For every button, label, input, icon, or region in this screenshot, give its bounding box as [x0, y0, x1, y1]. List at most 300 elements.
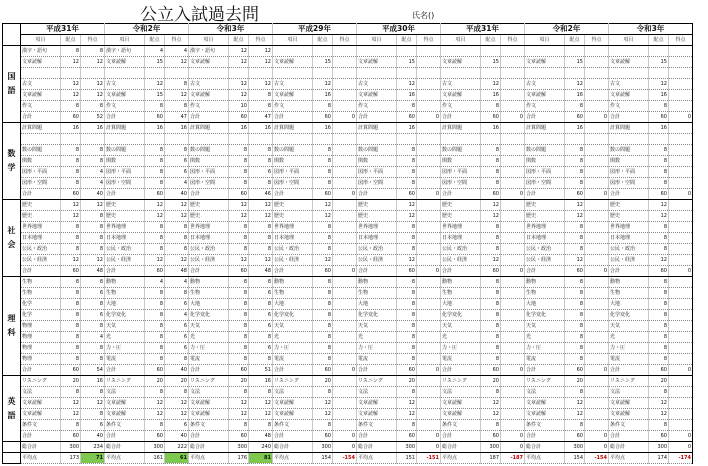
score-cell[interactable] — [501, 134, 525, 145]
item-cell[interactable]: 合計 — [273, 266, 313, 277]
item-cell[interactable]: 合計 — [609, 112, 649, 123]
points-cell[interactable]: 60 — [649, 365, 669, 376]
column-header-item[interactable]: 項目 — [273, 35, 313, 46]
item-cell[interactable]: 条件文 — [105, 420, 145, 431]
score-cell[interactable]: 8 — [249, 354, 273, 365]
item-cell[interactable]: 作文 — [441, 101, 481, 112]
score-cell[interactable] — [501, 310, 525, 321]
points-cell[interactable]: 60 — [145, 365, 165, 376]
points-cell[interactable]: 8 — [649, 101, 669, 112]
points-cell[interactable]: 60 — [481, 112, 501, 123]
score-cell[interactable] — [585, 376, 609, 387]
points-cell[interactable] — [313, 46, 333, 57]
points-cell[interactable]: 8 — [481, 277, 501, 288]
points-cell[interactable]: 60 — [61, 112, 81, 123]
points-cell[interactable]: 8 — [481, 420, 501, 431]
score-cell[interactable] — [585, 167, 609, 178]
points-cell[interactable]: 300 — [313, 442, 333, 453]
item-cell[interactable]: 歴史 — [357, 211, 397, 222]
item-cell[interactable]: 力・圧 — [357, 343, 397, 354]
points-cell[interactable]: 8 — [313, 354, 333, 365]
score-cell[interactable]: 12 — [165, 255, 189, 266]
item-cell[interactable]: リスニング — [357, 376, 397, 387]
score-cell[interactable]: 0 — [417, 431, 441, 442]
item-cell[interactable]: 公民・政治 — [525, 244, 565, 255]
item-cell[interactable]: 合計 — [525, 365, 565, 376]
item-cell[interactable]: 動物 — [189, 277, 229, 288]
points-cell[interactable]: 20 — [61, 376, 81, 387]
score-cell[interactable]: 8 — [165, 101, 189, 112]
score-cell[interactable] — [669, 57, 693, 68]
points-cell[interactable] — [397, 68, 417, 79]
points-cell[interactable]: 4 — [145, 46, 165, 57]
score-cell[interactable] — [417, 310, 441, 321]
score-cell[interactable]: 8 — [249, 101, 273, 112]
points-cell[interactable]: 8 — [481, 354, 501, 365]
item-cell[interactable] — [609, 68, 649, 79]
average-diff-cell[interactable]: 71 — [81, 453, 105, 464]
score-cell[interactable]: 6 — [249, 310, 273, 321]
item-cell[interactable]: 作文 — [525, 101, 565, 112]
points-cell[interactable]: 8 — [145, 145, 165, 156]
score-cell[interactable] — [333, 156, 357, 167]
item-cell[interactable]: 動物 — [273, 277, 313, 288]
points-cell[interactable]: 8 — [481, 299, 501, 310]
score-cell[interactable] — [585, 134, 609, 145]
average-diff-cell[interactable]: -151 — [417, 453, 441, 464]
score-cell[interactable] — [417, 277, 441, 288]
points-cell[interactable]: 8 — [397, 343, 417, 354]
item-cell[interactable]: 合計 — [21, 189, 61, 200]
score-cell[interactable] — [585, 332, 609, 343]
score-cell[interactable] — [585, 299, 609, 310]
column-header-item[interactable]: 項目 — [357, 35, 397, 46]
item-cell[interactable]: 図形・空間 — [105, 178, 145, 189]
score-cell[interactable] — [585, 178, 609, 189]
item-cell[interactable]: 力・圧 — [189, 343, 229, 354]
points-cell[interactable]: 12 — [649, 255, 669, 266]
item-cell[interactable]: 関数 — [441, 156, 481, 167]
score-cell[interactable] — [417, 343, 441, 354]
score-cell[interactable]: 8 — [249, 222, 273, 233]
points-cell[interactable]: 8 — [61, 101, 81, 112]
points-cell[interactable]: 8 — [313, 420, 333, 431]
points-cell[interactable]: 8 — [649, 222, 669, 233]
score-cell[interactable] — [669, 233, 693, 244]
column-header-points[interactable]: 配点 — [397, 35, 417, 46]
score-cell[interactable]: 8 — [249, 277, 273, 288]
item-cell[interactable]: 条件文 — [273, 420, 313, 431]
item-cell[interactable]: 合計 — [525, 266, 565, 277]
points-cell[interactable]: 154 — [565, 453, 585, 464]
score-cell[interactable]: 0 — [669, 112, 693, 123]
item-cell[interactable]: 公民・経済 — [273, 255, 313, 266]
points-cell[interactable]: 12 — [61, 255, 81, 266]
item-cell[interactable]: 文章読解 — [105, 90, 145, 101]
score-cell[interactable]: 16 — [165, 123, 189, 134]
score-cell[interactable]: 8 — [81, 244, 105, 255]
score-cell[interactable]: 6 — [165, 332, 189, 343]
points-cell[interactable]: 60 — [61, 431, 81, 442]
score-cell[interactable] — [81, 68, 105, 79]
points-cell[interactable]: 8 — [397, 321, 417, 332]
score-cell[interactable]: 12 — [165, 398, 189, 409]
score-cell[interactable] — [669, 332, 693, 343]
score-cell[interactable] — [585, 387, 609, 398]
score-cell[interactable] — [669, 222, 693, 233]
points-cell[interactable]: 16 — [229, 123, 249, 134]
item-cell[interactable]: 合計 — [105, 266, 145, 277]
points-cell[interactable]: 8 — [649, 321, 669, 332]
item-cell[interactable]: 古文 — [21, 79, 61, 90]
year-header[interactable]: 令和3年 — [609, 24, 693, 35]
score-cell[interactable] — [669, 299, 693, 310]
score-cell[interactable]: 8 — [81, 156, 105, 167]
points-cell[interactable]: 60 — [313, 189, 333, 200]
item-cell[interactable]: 文章読解 — [609, 398, 649, 409]
item-cell[interactable]: 動物 — [357, 277, 397, 288]
column-header-item[interactable]: 項目 — [609, 35, 649, 46]
points-cell[interactable]: 8 — [61, 310, 81, 321]
score-cell[interactable] — [669, 145, 693, 156]
item-cell[interactable]: 大地 — [609, 299, 649, 310]
score-cell[interactable]: 0 — [417, 365, 441, 376]
item-cell[interactable]: 作文 — [105, 101, 145, 112]
item-cell[interactable]: 古文 — [441, 79, 481, 90]
points-cell[interactable]: 8 — [229, 277, 249, 288]
points-cell[interactable]: 60 — [229, 112, 249, 123]
score-cell[interactable]: 12 — [249, 409, 273, 420]
item-cell[interactable]: 計算問題 — [357, 123, 397, 134]
item-cell[interactable] — [441, 68, 481, 79]
score-cell[interactable] — [417, 409, 441, 420]
score-cell[interactable] — [669, 277, 693, 288]
points-cell[interactable]: 12 — [61, 79, 81, 90]
item-cell[interactable] — [273, 46, 313, 57]
score-cell[interactable] — [333, 277, 357, 288]
points-cell[interactable]: 60 — [565, 365, 585, 376]
points-cell[interactable]: 8 — [229, 310, 249, 321]
score-cell[interactable]: 0 — [333, 266, 357, 277]
item-cell[interactable]: 文法 — [273, 387, 313, 398]
item-cell[interactable]: 数の問題 — [609, 145, 649, 156]
score-cell[interactable]: 48 — [249, 431, 273, 442]
points-cell[interactable]: 12 — [229, 211, 249, 222]
points-cell[interactable]: 12 — [397, 200, 417, 211]
score-cell[interactable] — [333, 46, 357, 57]
points-cell[interactable]: 8 — [313, 321, 333, 332]
item-cell[interactable]: 合計 — [273, 365, 313, 376]
points-cell[interactable]: 174 — [649, 453, 669, 464]
points-cell[interactable]: 60 — [145, 112, 165, 123]
points-cell[interactable]: 60 — [145, 266, 165, 277]
points-cell[interactable]: 60 — [229, 365, 249, 376]
points-cell[interactable]: 60 — [649, 189, 669, 200]
score-cell[interactable]: 8 — [249, 299, 273, 310]
item-cell[interactable]: リスニング — [525, 376, 565, 387]
score-cell[interactable] — [333, 101, 357, 112]
item-cell[interactable]: 関数 — [525, 156, 565, 167]
score-cell[interactable] — [333, 343, 357, 354]
item-cell[interactable]: 平均点 — [609, 453, 649, 464]
points-cell[interactable]: 8 — [61, 167, 81, 178]
item-cell[interactable]: 文章読解 — [21, 409, 61, 420]
points-cell[interactable] — [61, 134, 81, 145]
item-cell[interactable]: 文章読解 — [105, 409, 145, 420]
points-cell[interactable]: 8 — [61, 244, 81, 255]
score-cell[interactable] — [501, 167, 525, 178]
item-cell[interactable]: 作文 — [357, 101, 397, 112]
points-cell[interactable]: 8 — [61, 288, 81, 299]
points-cell[interactable]: 151 — [397, 453, 417, 464]
item-cell[interactable]: 平均点 — [189, 453, 229, 464]
points-cell[interactable]: 12 — [229, 398, 249, 409]
item-cell[interactable]: 生物 — [105, 288, 145, 299]
item-cell[interactable]: 平均点 — [357, 453, 397, 464]
points-cell[interactable]: 8 — [397, 332, 417, 343]
points-cell[interactable]: 8 — [397, 145, 417, 156]
points-cell[interactable]: 12 — [145, 409, 165, 420]
points-cell[interactable]: 10 — [229, 101, 249, 112]
points-cell[interactable]: 8 — [565, 299, 585, 310]
item-cell[interactable]: リスニング — [273, 376, 313, 387]
score-cell[interactable]: 8 — [81, 277, 105, 288]
column-header-item[interactable]: 項目 — [441, 35, 481, 46]
points-cell[interactable]: 8 — [313, 387, 333, 398]
points-cell[interactable]: 8 — [61, 233, 81, 244]
item-cell[interactable]: 文章読解 — [21, 398, 61, 409]
points-cell[interactable]: 8 — [145, 321, 165, 332]
item-cell[interactable]: 文法 — [609, 387, 649, 398]
item-cell[interactable]: 合計 — [609, 365, 649, 376]
score-cell[interactable] — [501, 299, 525, 310]
score-cell[interactable] — [333, 200, 357, 211]
score-cell[interactable] — [249, 134, 273, 145]
score-cell[interactable]: 12 — [81, 90, 105, 101]
points-cell[interactable]: 12 — [145, 255, 165, 266]
item-cell[interactable]: 文法 — [105, 387, 145, 398]
points-cell[interactable]: 8 — [565, 233, 585, 244]
year-header[interactable]: 平成30年 — [357, 24, 441, 35]
points-cell[interactable]: 8 — [481, 387, 501, 398]
item-cell[interactable]: リスニング — [105, 376, 145, 387]
item-cell[interactable]: 化学変化 — [441, 310, 481, 321]
points-cell[interactable]: 12 — [229, 200, 249, 211]
item-cell[interactable]: 天気 — [105, 321, 145, 332]
score-cell[interactable] — [333, 68, 357, 79]
points-cell[interactable]: 8 — [565, 354, 585, 365]
item-cell[interactable] — [357, 46, 397, 57]
points-cell[interactable]: 12 — [229, 409, 249, 420]
item-cell[interactable]: 文章読解 — [357, 398, 397, 409]
item-cell[interactable]: 文章読解 — [357, 409, 397, 420]
points-cell[interactable]: 12 — [145, 211, 165, 222]
score-cell[interactable] — [417, 233, 441, 244]
item-cell[interactable]: 力・圧 — [525, 343, 565, 354]
item-cell[interactable] — [441, 46, 481, 57]
points-cell[interactable]: 8 — [397, 167, 417, 178]
points-cell[interactable]: 8 — [565, 387, 585, 398]
points-cell[interactable]: 8 — [313, 343, 333, 354]
score-cell[interactable] — [669, 409, 693, 420]
points-cell[interactable]: 8 — [565, 178, 585, 189]
score-cell[interactable]: 6 — [81, 310, 105, 321]
column-header-score[interactable]: 得点 — [333, 35, 357, 46]
item-cell[interactable]: 天気 — [609, 321, 649, 332]
points-cell[interactable]: 12 — [481, 200, 501, 211]
points-cell[interactable]: 8 — [565, 222, 585, 233]
score-cell[interactable] — [585, 420, 609, 431]
score-cell[interactable]: 0 — [669, 189, 693, 200]
points-cell[interactable]: 12 — [397, 211, 417, 222]
score-cell[interactable] — [249, 68, 273, 79]
points-cell[interactable]: 60 — [313, 266, 333, 277]
score-cell[interactable]: 6 — [249, 288, 273, 299]
score-cell[interactable]: 40 — [165, 431, 189, 442]
points-cell[interactable] — [649, 46, 669, 57]
score-cell[interactable] — [585, 343, 609, 354]
score-cell[interactable]: 6 — [165, 420, 189, 431]
item-cell[interactable]: 天気 — [525, 321, 565, 332]
score-cell[interactable] — [501, 46, 525, 57]
points-cell[interactable]: 8 — [565, 343, 585, 354]
points-cell[interactable]: 16 — [565, 123, 585, 134]
score-cell[interactable] — [417, 57, 441, 68]
points-cell[interactable]: 8 — [649, 332, 669, 343]
column-header-points[interactable]: 配点 — [229, 35, 249, 46]
points-cell[interactable]: 60 — [145, 189, 165, 200]
year-header[interactable]: 令和3年 — [189, 24, 273, 35]
points-cell[interactable]: 8 — [565, 156, 585, 167]
score-cell[interactable] — [669, 343, 693, 354]
score-cell[interactable]: 8 — [81, 101, 105, 112]
points-cell[interactable]: 300 — [481, 442, 501, 453]
score-cell[interactable] — [333, 134, 357, 145]
item-cell[interactable]: 合計 — [357, 266, 397, 277]
points-cell[interactable]: 8 — [649, 244, 669, 255]
average-diff-cell[interactable]: 81 — [249, 453, 273, 464]
item-cell[interactable]: 文章読解 — [273, 90, 313, 101]
points-cell[interactable]: 8 — [145, 101, 165, 112]
item-cell[interactable]: 公民・経済 — [441, 255, 481, 266]
score-cell[interactable] — [81, 134, 105, 145]
score-cell[interactable]: 4 — [165, 46, 189, 57]
score-cell[interactable] — [585, 79, 609, 90]
item-cell[interactable]: 数の問題 — [21, 145, 61, 156]
item-cell[interactable]: 漢字・語句 — [21, 46, 61, 57]
item-cell[interactable]: 合計 — [189, 189, 229, 200]
points-cell[interactable]: 8 — [145, 310, 165, 321]
points-cell[interactable]: 8 — [145, 354, 165, 365]
score-cell[interactable] — [333, 79, 357, 90]
points-cell[interactable]: 8 — [229, 156, 249, 167]
column-header-score[interactable]: 得点 — [165, 35, 189, 46]
item-cell[interactable]: 歴史 — [105, 211, 145, 222]
points-cell[interactable]: 8 — [229, 387, 249, 398]
item-cell[interactable]: 歴史 — [189, 211, 229, 222]
score-cell[interactable]: 222 — [165, 442, 189, 453]
item-cell[interactable] — [105, 134, 145, 145]
points-cell[interactable]: 8 — [649, 156, 669, 167]
score-cell[interactable] — [501, 101, 525, 112]
points-cell[interactable]: 12 — [481, 79, 501, 90]
score-cell[interactable] — [417, 354, 441, 365]
points-cell[interactable]: 16 — [313, 90, 333, 101]
score-cell[interactable]: 0 — [417, 189, 441, 200]
points-cell[interactable]: 300 — [649, 442, 669, 453]
item-cell[interactable]: 大地 — [441, 299, 481, 310]
points-cell[interactable]: 12 — [229, 46, 249, 57]
item-cell[interactable]: 歴史 — [21, 200, 61, 211]
points-cell[interactable]: 8 — [481, 288, 501, 299]
points-cell[interactable]: 12 — [565, 79, 585, 90]
score-cell[interactable]: 0 — [333, 431, 357, 442]
item-cell[interactable]: 物理 — [21, 354, 61, 365]
points-cell[interactable]: 8 — [229, 178, 249, 189]
score-cell[interactable]: 12 — [81, 79, 105, 90]
score-cell[interactable]: 0 — [333, 112, 357, 123]
item-cell[interactable]: リスニング — [609, 376, 649, 387]
score-cell[interactable]: 4 — [81, 178, 105, 189]
item-cell[interactable]: 作文 — [609, 101, 649, 112]
points-cell[interactable]: 15 — [649, 57, 669, 68]
points-cell[interactable]: 8 — [61, 178, 81, 189]
score-cell[interactable] — [669, 288, 693, 299]
item-cell[interactable]: 光 — [441, 332, 481, 343]
points-cell[interactable] — [565, 68, 585, 79]
score-cell[interactable]: 240 — [249, 442, 273, 453]
score-cell[interactable] — [585, 321, 609, 332]
score-cell[interactable] — [501, 343, 525, 354]
item-cell[interactable]: 光 — [609, 332, 649, 343]
item-cell[interactable]: 光 — [105, 332, 145, 343]
points-cell[interactable]: 12 — [229, 255, 249, 266]
score-cell[interactable] — [417, 211, 441, 222]
item-cell[interactable]: 合計 — [105, 189, 145, 200]
item-cell[interactable]: 文法 — [525, 387, 565, 398]
score-cell[interactable] — [501, 200, 525, 211]
score-cell[interactable] — [585, 156, 609, 167]
item-cell[interactable]: 生物 — [21, 288, 61, 299]
score-cell[interactable] — [165, 134, 189, 145]
item-cell[interactable]: 合計 — [273, 189, 313, 200]
item-cell[interactable]: 合計 — [525, 431, 565, 442]
score-cell[interactable] — [333, 420, 357, 431]
score-cell[interactable]: 8 — [249, 145, 273, 156]
score-cell[interactable] — [333, 244, 357, 255]
score-cell[interactable] — [417, 321, 441, 332]
points-cell[interactable]: 60 — [313, 112, 333, 123]
points-cell[interactable]: 8 — [229, 343, 249, 354]
item-cell[interactable] — [21, 134, 61, 145]
item-cell[interactable]: 合計 — [357, 112, 397, 123]
item-cell[interactable]: 図形・平面 — [273, 167, 313, 178]
points-cell[interactable]: 12 — [565, 398, 585, 409]
score-cell[interactable] — [585, 233, 609, 244]
points-cell[interactable]: 60 — [313, 365, 333, 376]
score-cell[interactable] — [417, 288, 441, 299]
item-cell[interactable]: 公民・経済 — [21, 255, 61, 266]
item-cell[interactable]: 生物 — [441, 288, 481, 299]
item-cell[interactable]: 計算問題 — [525, 123, 565, 134]
score-cell[interactable] — [669, 167, 693, 178]
points-cell[interactable] — [397, 46, 417, 57]
points-cell[interactable]: 8 — [397, 233, 417, 244]
points-cell[interactable]: 12 — [229, 90, 249, 101]
score-cell[interactable] — [501, 156, 525, 167]
score-cell[interactable] — [333, 57, 357, 68]
points-cell[interactable] — [313, 134, 333, 145]
